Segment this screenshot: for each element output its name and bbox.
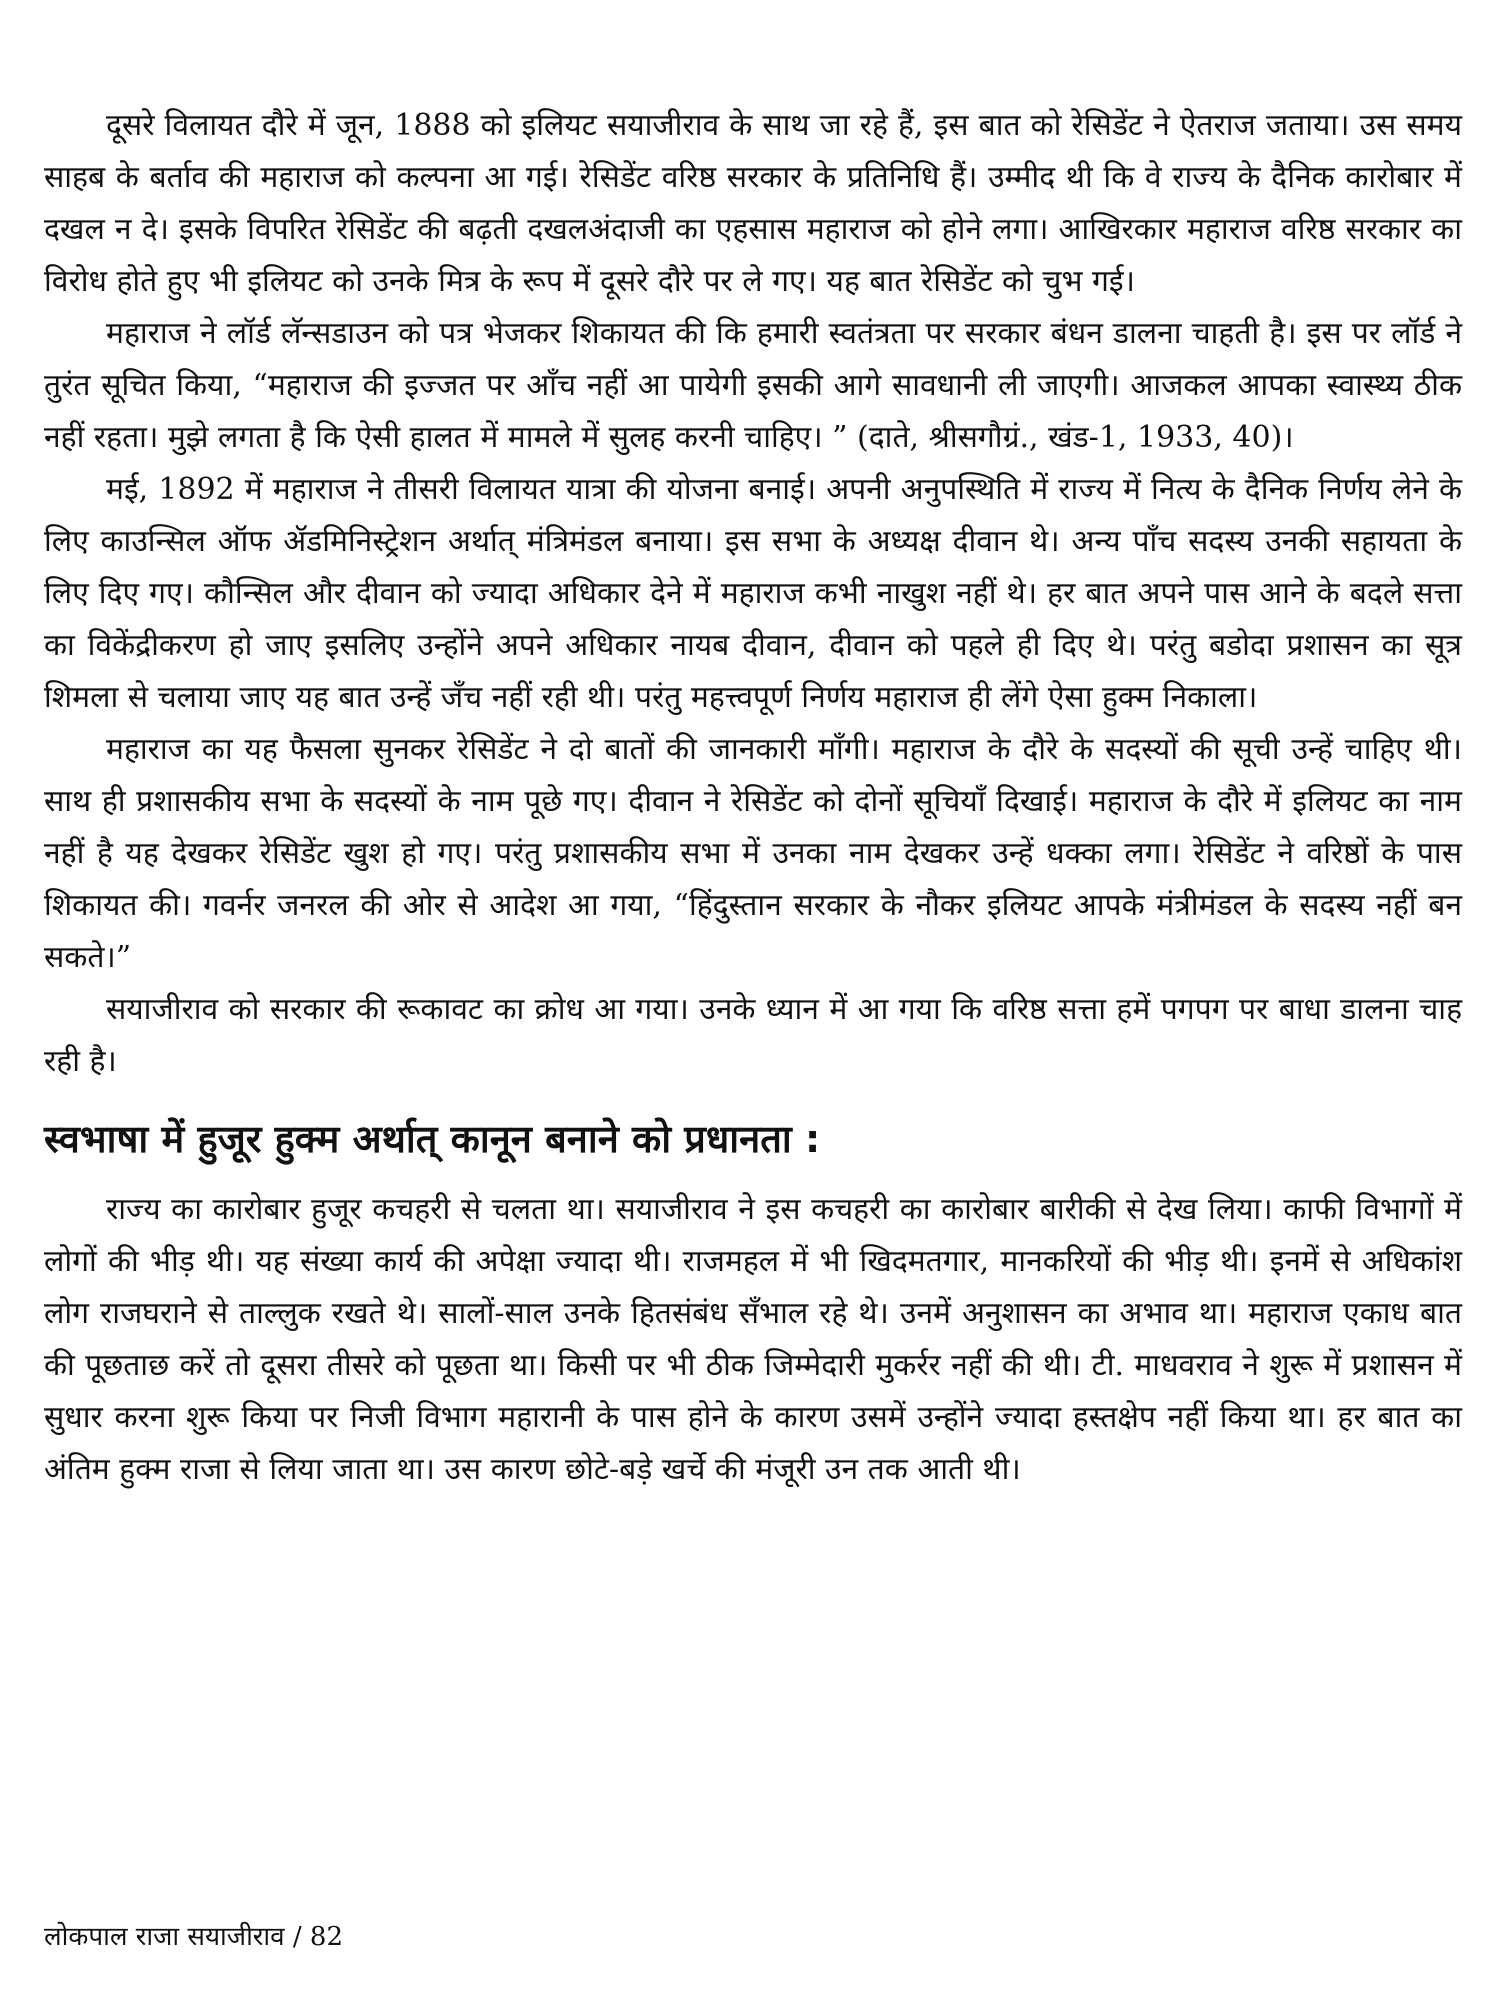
page-body xyxy=(44,100,1462,1496)
section-heading: स्वभाषा में हुजूर हुक्म अर्थात् कानून बनाने को प्रधानता : xyxy=(44,1117,821,1161)
page-footer: लोकपाल राजा सयाजीराव / 82 xyxy=(44,1922,343,1952)
paragraph-huzur-kacheri: राज्य का कारोबार हुजूर कचहरी से चलता था। सयाजीराव ने इस कचहरी का कारोबार बारीकी से देख लिया। काफी विभागों में लोगों की भीड़ थी। यह संख्या कार्य की अपेक्षा ज्यादा थी। राजमहल में भी खिदमतगार, मानकरियों की भीड़ थी। इनमें से अधिकांश लोग राजघराने से ताल्लुक रखते थे। सालों-साल उनके हितसंबंध सँभाल रहे थे। उनमें अनुशासन का अभाव था। महाराज एकाध बात की पूछताछ करें तो दूसरा तीसरे को पूछता था। किसी पर भी ठीक जिम्मेदारी मुकर्रर नहीं की थी। टी. माधवराव ने शुरू में प्रशासन में सुधार करना शुरू किया पर निजी विभाग महारानी के पास होने के कारण उसमें उन्होंने ज्यादा हस्तक्षेप नहीं किया था। हर बात का अंतिम हुक्म राजा से लिया जाता था। उस कारण छोटे-बड़े खर्चे की मंजूरी उन तक आती थी। xyxy=(44,1192,1462,1487)
paragraph-third-tour-council: मई, 1892 में महाराज ने तीसरी विलायत यात्रा की योजना बनाई। अपनी अनुपस्थिति में राज्य में नित्य के दैनिक निर्णय लेने के लिए काउन्सिल ऑफ ॲडमिनिस्ट्रेशन अर्थात् मंत्रिमंडल बनाया। इस सभा के अध्यक्ष दीवान थे। अन्य पाँच सदस्य उनकी सहायता के लिए दिए गए। कौन्सिल और दीवान को ज्यादा अधिकार देने में महाराज कभी नाखुश नहीं थे। हर बात अपने पास आने के बदले सत्ता का विकेंद्रीकरण हो जाए इसलिए उन्होंने अपने अधिकार नायब दीवान, दीवान को पहले ही दिए थे। परंतु बडोदा प्रशासन का सूत्र शिमला से चलाया जाए यह बात उन्हें जँच नहीं रही थी। परंतु महत्त्वपूर्ण निर्णय महाराज ही लेंगे ऐसा हुक्म निकाला। xyxy=(44,472,1462,715)
paragraph-sayajirao-anger: सयाजीराव को सरकार की रूकावट का क्रोध आ गया। उनके ध्यान में आ गया कि वरिष्ठ सत्ता हमें पगपग पर बाधा डालना चाह रही है। xyxy=(44,992,1462,1079)
paragraph-resident-objection: महाराज का यह फैसला सुनकर रेसिडेंट ने दो बातों की जानकारी माँगी। महाराज के दौरे के सदस्यों की सूची उन्हें चाहिए थी। साथ ही प्रशासकीय सभा के सदस्यों के नाम पूछे गए। दीवान ने रेसिडेंट को दोनों सूचियाँ दिखाई। महाराज के दौरे में इलियट का नाम नहीं है यह देखकर रेसिडेंट खुश हो गए। परंतु प्रशासकीय सभा में उनका नाम देखकर उन्हें धक्का लगा। रेसिडेंट ने वरिष्ठों के पास शिकायत की। गवर्नर जनरल की ओर से आदेश आ गया, “हिंदुस्तान सरकार के नौकर इलियट आपके मंत्रीमंडल के सदस्य नहीं बन सकते।” xyxy=(44,732,1462,975)
paragraph-lansdowne-letter: महाराज ने लॉर्ड लॅन्सडाउन को पत्र भेजकर शिकायत की कि हमारी स्वतंत्रता पर सरकार बंधन डालना चाहती है। इस पर लॉर्ड ने तुरंत सूचित किया, “महाराज की इज्जत पर आँच नहीं आ पायेगी इसकी आगे सावधानी ली जाएगी। आजकल आपका स्वास्थ्य ठीक नहीं रहता। मुझे लगता है कि ऐसी हालत में मामले में सुलह करनी चाहिए। ” (दाते, श्रीसगौग्रं., खंड-1, 1933, 40)। xyxy=(44,316,1462,455)
paragraph-elliot-tour: दूसरे विलायत दौरे में जून, 1888 को इलियट सयाजीराव के साथ जा रहे हैं, इस बात को रेसिडेंट ने ऐतराज जताया। उस समय साहब के बर्ताव की महाराज को कल्पना आ गई। रेसिडेंट वरिष्ठ सरकार के प्रतिनिधि हैं। उम्मीद थी कि वे राज्य के दैनिक कारोबार में दखल न दे। इसके विपरित रेसिडेंट की बढ़ती दखलअंदाजी का एहसास महाराज को होने लगा। आखिरकार महाराज वरिष्ठ सरकार का विरोध होते हुए भी इलियट को उनके मित्र के रूप में दूसरे दौरे पर ले गए। यह बात रेसिडेंट को चुभ गई। xyxy=(44,108,1462,299)
